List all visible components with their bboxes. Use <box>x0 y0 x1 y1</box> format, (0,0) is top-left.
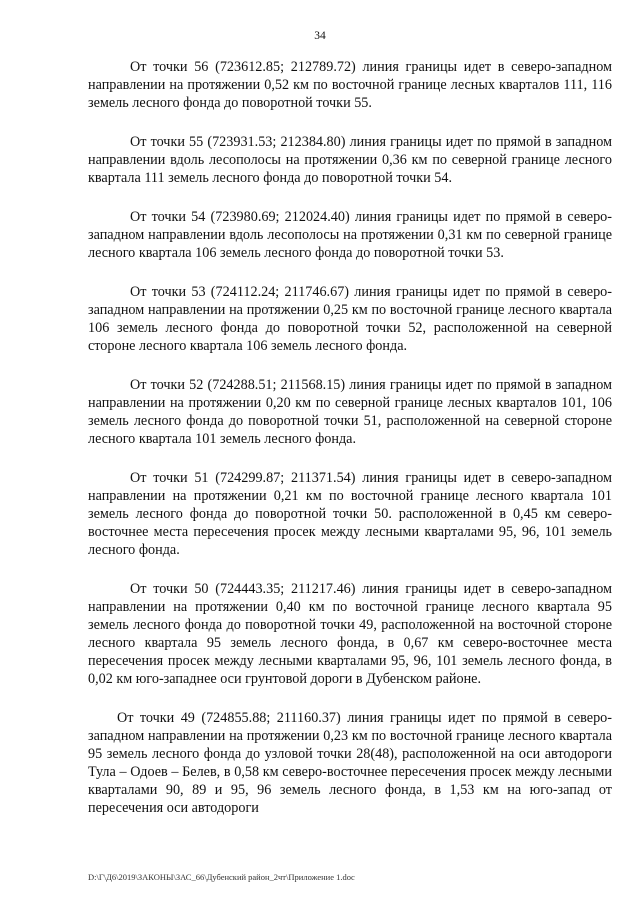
file-path-footer: D:\Г\Д6\2019\ЗАКОНЫ\ЗАС_66\Дубенский район_2чт\Приложение 1.doc <box>88 872 355 882</box>
paragraph-point-55: От точки 55 (723931.53; 212384.80) линия границы идет по прямой в западном направлении вдоль лесополосы на протяжении 0,36 км по северной границе лесного квартала 111 земель лесного фонда до поворотной точки 54. <box>88 134 612 186</box>
paragraph-point-54: От точки 54 (723980.69; 212024.40) линия границы идет по прямой в северо-западном направлении вдоль лесополосы на протяжении 0,31 км по северной границе лесного квартала 106 земель лесного фонда до поворотной точки 53. <box>88 209 612 261</box>
page-number: 34 <box>314 30 326 42</box>
paragraph-point-51: От точки 51 (724299.87; 211371.54) линия границы идет в северо-западном направлении на протяжении 0,21 км по восточной границе лесного квартала 101 земель лесного фонда до поворотной точки 50. расположенной в 0,45 км северо-восточнее места пересечения просек между лесными кварталами 95, 96, 101 земель лесного фонда. <box>88 470 612 558</box>
paragraph-point-50: От точки 50 (724443.35; 211217.46) линия границы идет в северо-западном направлении на протяжении 0,40 км по восточной границе лесного квартала 95 земель лесного фонда до поворотной точки 49, расположенной на восточной стороне лесного квартала 95 земель лесного фонда, в 0,67 км северо-восточнее места пересечения просек между лесными кварталами 95, 96, 101 земель лесного фонда, в 0,02 км юго-западнее оси грунтовой дороги в Дубенском районе. <box>88 581 612 687</box>
paragraph-point-49: От точки 49 (724855.88; 211160.37) линия границы идет по прямой в северо-западном направлении на протяжении 0,23 км по восточной границе лесного квартала 95 земель лесного фонда до узловой точки 28(48), расположенной на оси автодороги Тула – Одоев – Белев, в 0,58 км северо-восточнее пересечения просек между лесными кварталами 90, 89 и 95, 96 земель лесного фонда, в 1,53 км на юго-запад от пересечения оси автодороги <box>88 710 612 816</box>
document-body <box>88 58 612 817</box>
paragraph-point-52: От точки 52 (724288.51; 211568.15) линия границы идет по прямой в западном направлении на протяжении 0,20 км по северной границе лесных кварталов 101, 106 земель лесного фонда до поворотной точки 51, расположенной на северной стороне лесного квартала 101 земель лесного фонда. <box>88 377 612 447</box>
paragraph-point-53: От точки 53 (724112.24; 211746.67) линия границы идет по прямой в северо-западном направлении на протяжении 0,25 км по восточной границе лесного квартала 106 земель лесного фонда до поворотной точки 52, расположенной на северной стороне лесного квартала 106 земель лесного фонда. <box>88 284 612 354</box>
paragraph-point-56: От точки 56 (723612.85; 212789.72) линия границы идет в северо-западном направлении на протяжении 0,52 км по восточной границе лесных кварталов 111, 116 земель лесного фонда до поворотной точки 55. <box>88 59 612 111</box>
